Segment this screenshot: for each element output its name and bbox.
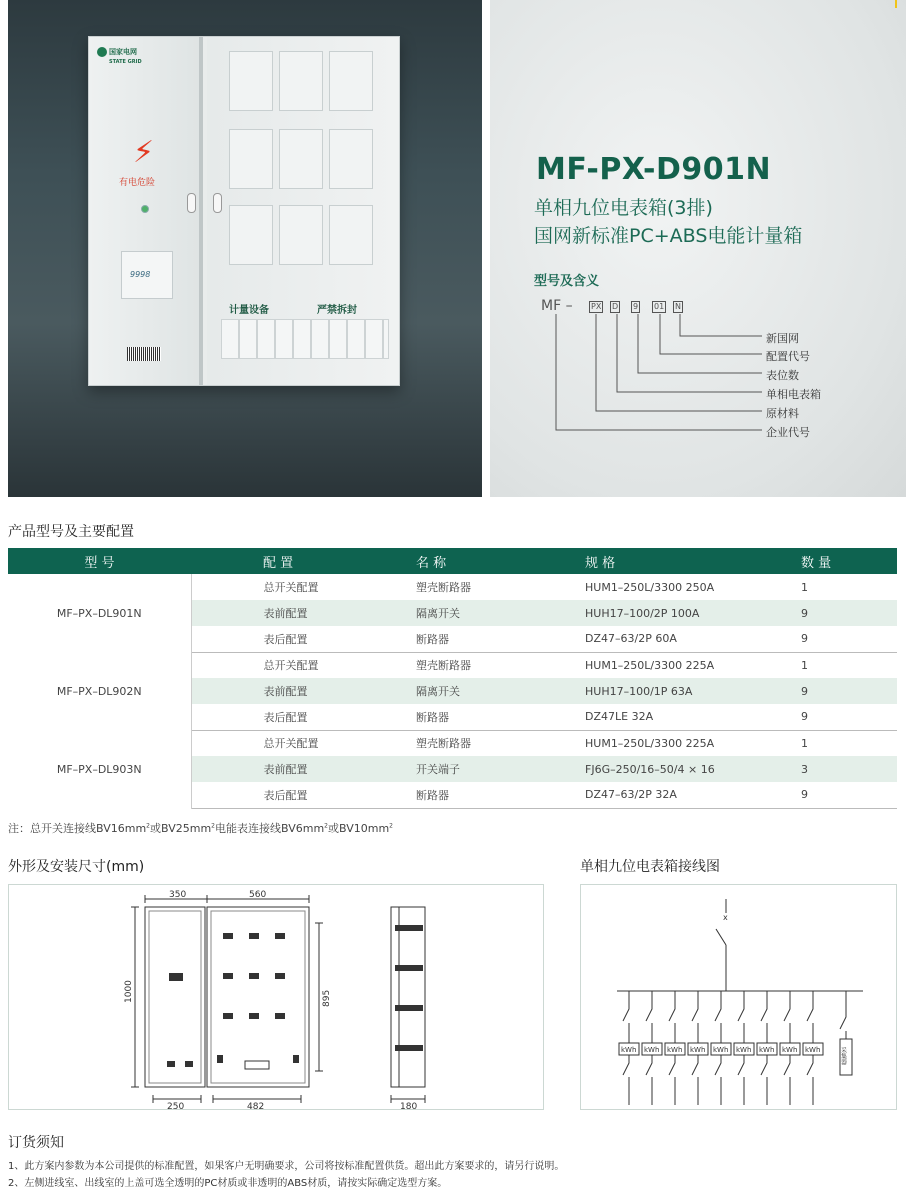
logo-en: STATE GRID: [109, 59, 142, 65]
legend-item: 配置代号: [766, 350, 810, 363]
seal-label: 严禁拆封: [317, 305, 357, 316]
table-cell: 断路器: [343, 782, 511, 808]
table-note: [8, 820, 393, 836]
config-table: [8, 548, 897, 809]
danger-label: 有电危险: [119, 178, 156, 188]
kwh-label: kWh: [621, 1046, 637, 1054]
meter-window: [329, 51, 373, 111]
table-cell: 1: [801, 580, 808, 594]
col-header: 名 称: [343, 548, 511, 574]
code-part: D: [612, 302, 619, 311]
kwh-label: kWh: [782, 1046, 798, 1054]
dim-bottom-right: 482: [247, 1102, 265, 1111]
table-cell: 9: [725, 782, 897, 808]
col-header: 配 置: [191, 548, 343, 574]
collector-label: 采集器: [839, 1047, 847, 1065]
table-cell: 1: [801, 658, 808, 672]
note-sup: 2: [211, 822, 215, 830]
indicator-led: [141, 205, 149, 213]
model-cell: MF–PX–DL903N: [8, 730, 191, 808]
table-cell: 9: [725, 704, 897, 730]
table-row: [8, 574, 897, 600]
kwh-label: kWh: [805, 1046, 821, 1054]
table-cell: 开关端子: [343, 756, 511, 782]
meter-window: [229, 205, 273, 265]
table-cell: 9: [725, 600, 897, 626]
model-meaning-title: 型号及含义: [534, 274, 600, 289]
table-cell: 塑壳断路器: [416, 659, 471, 673]
col-header: 规 格: [511, 548, 725, 574]
lightning-bolt-icon: ⚡: [133, 135, 155, 170]
state-grid-logo-icon: [97, 47, 107, 57]
table-cell: HUM1–250L/3300 225A: [585, 658, 715, 672]
dims-section-title: 外形及安装尺寸(mm): [8, 859, 145, 875]
dim-w-right: 560: [249, 890, 267, 900]
dimension-svg: [9, 885, 545, 1111]
meter-window: [329, 129, 373, 189]
table-cell: 塑壳断路器: [416, 581, 471, 594]
table-cell: DZ47–63/2P 60A: [511, 626, 725, 652]
meter-text: 9998: [130, 270, 151, 279]
code-part: 01: [654, 302, 665, 311]
kwh-label: kWh: [759, 1046, 775, 1054]
dimension-drawing: [8, 884, 544, 1110]
table-cell: 隔离开关: [343, 678, 511, 704]
table-cell: 3: [725, 756, 897, 782]
meter-equipment-label: 计量设备: [229, 305, 269, 316]
table-row: [8, 652, 897, 678]
table-cell: HUH17–100/2P 100A: [511, 600, 725, 626]
table-cell: DZ47LE 32A: [511, 704, 725, 730]
code-part: 9: [633, 302, 639, 311]
table-cell: 9: [725, 626, 897, 652]
meter-window: [329, 205, 373, 265]
table-cell: FJ6G–250/16–50/4 × 16: [511, 756, 725, 782]
order-title: 订货须知: [8, 1135, 64, 1151]
code-part: PX: [591, 302, 602, 311]
table-cell: HUM1–250L/3300 225A: [585, 736, 715, 750]
table-header: [8, 548, 897, 574]
collector-line: [840, 991, 846, 1039]
code-prefix: MF –: [541, 298, 573, 314]
cabinet-left-door: [89, 37, 203, 385]
table-cell: 表后配置: [191, 704, 343, 730]
table-cell: 总开关配置: [263, 737, 319, 751]
dim-bottom-left: 250: [167, 1102, 185, 1111]
kwh-label: kWh: [736, 1046, 752, 1054]
kwh-label: kWh: [667, 1046, 683, 1054]
product-photo: [8, 0, 482, 497]
state-grid-logo: [97, 47, 142, 65]
wiring-svg: [581, 885, 898, 1111]
collector-window: [121, 251, 173, 299]
legend-item: 单相电表箱: [766, 388, 821, 401]
lock-icon: [213, 193, 222, 213]
meter-window: [229, 129, 273, 189]
table-row: [8, 730, 897, 756]
dim-height: 1000: [124, 980, 134, 1003]
note-text: 电能表连接线BV6mm: [215, 822, 325, 835]
meter-window: [279, 205, 323, 265]
breaker-slots: [221, 319, 389, 359]
table-cell: 表后配置: [191, 782, 343, 808]
wiring-section-title: 单相九位电表箱接线图: [580, 859, 720, 875]
model-title: MF-PX-D901N: [536, 152, 772, 187]
order-item: 2、左侧进线室、出线室的上盖可选全透明的PC材质或非透明的ABS材质，请按实际确定选型方案。: [8, 1178, 448, 1189]
subtitle-2: 国网新标准PC+ABS电能计量箱: [534, 225, 803, 247]
order-item: 1、此方案内参数为本公司提供的标准配置，如果客户无明确要求，公司将按标准配置供货。超出此方案要求的，请另行说明。: [8, 1161, 565, 1172]
code-part: N: [675, 302, 681, 311]
table-cell: DZ47–63/2P 32A: [511, 782, 725, 808]
table-cell: 隔离开关: [343, 600, 511, 626]
legend-item: 原材料: [766, 407, 799, 420]
lock-icon: [187, 193, 196, 213]
table-cell: HUM1–250L/3300 250A: [585, 580, 715, 594]
table-cell: 表前配置: [191, 756, 343, 782]
switch-mark: x: [723, 913, 728, 922]
table-cell: 1: [801, 736, 808, 750]
wiring-diagram: [580, 884, 897, 1110]
table-cell: 表前配置: [191, 600, 343, 626]
col-header: 型 号: [8, 548, 191, 574]
table-cell: 断路器: [343, 704, 511, 730]
kwh-label: kWh: [713, 1046, 729, 1054]
table-cell: 表前配置: [191, 678, 343, 704]
note-text: 注：总开关连接线BV16mm: [8, 822, 147, 835]
model-cell: MF–PX–DL902N: [8, 652, 191, 730]
meter-window: [279, 129, 323, 189]
accent-line: [895, 0, 897, 8]
model-cell: MF–PX–DL901N: [8, 574, 191, 652]
table-cell: 断路器: [343, 626, 511, 652]
note-text: 或BV25mm: [150, 822, 212, 835]
legend-item: 企业代号: [766, 426, 810, 439]
note-text: 或BV10mm: [328, 822, 390, 835]
cabinet-right-door: [207, 37, 399, 385]
kwh-label: kWh: [644, 1046, 660, 1054]
table-cell: 总开关配置: [263, 581, 319, 594]
meter-cabinet: [88, 36, 400, 386]
subtitle-1: 单相九位电表箱(3排): [534, 197, 713, 219]
meter-window: [229, 51, 273, 111]
code-legend-lines: [540, 312, 770, 437]
barcode: [127, 347, 161, 361]
legend-item: 表位数: [766, 369, 799, 382]
logo-cn: 国家电网: [109, 48, 137, 56]
table-cell: 塑壳断路器: [416, 737, 471, 751]
legend-item: 新国网: [766, 332, 799, 345]
config-section-title: 产品型号及主要配置: [8, 524, 134, 540]
col-header: 数 量: [725, 548, 897, 574]
dim-w-left: 350: [169, 890, 187, 900]
dim-inner-h: 895: [322, 989, 332, 1007]
meter-window: [279, 51, 323, 111]
dim-depth: 180: [400, 1102, 418, 1111]
table-cell: 9: [725, 678, 897, 704]
note-sup: 2: [146, 822, 150, 830]
table-cell: HUH17–100/1P 63A: [511, 678, 725, 704]
note-sup: 2: [389, 822, 393, 830]
table-cell: 表后配置: [191, 626, 343, 652]
note-sup: 2: [324, 822, 328, 830]
kwh-label: kWh: [690, 1046, 706, 1054]
table-cell: 总开关配置: [263, 659, 319, 673]
